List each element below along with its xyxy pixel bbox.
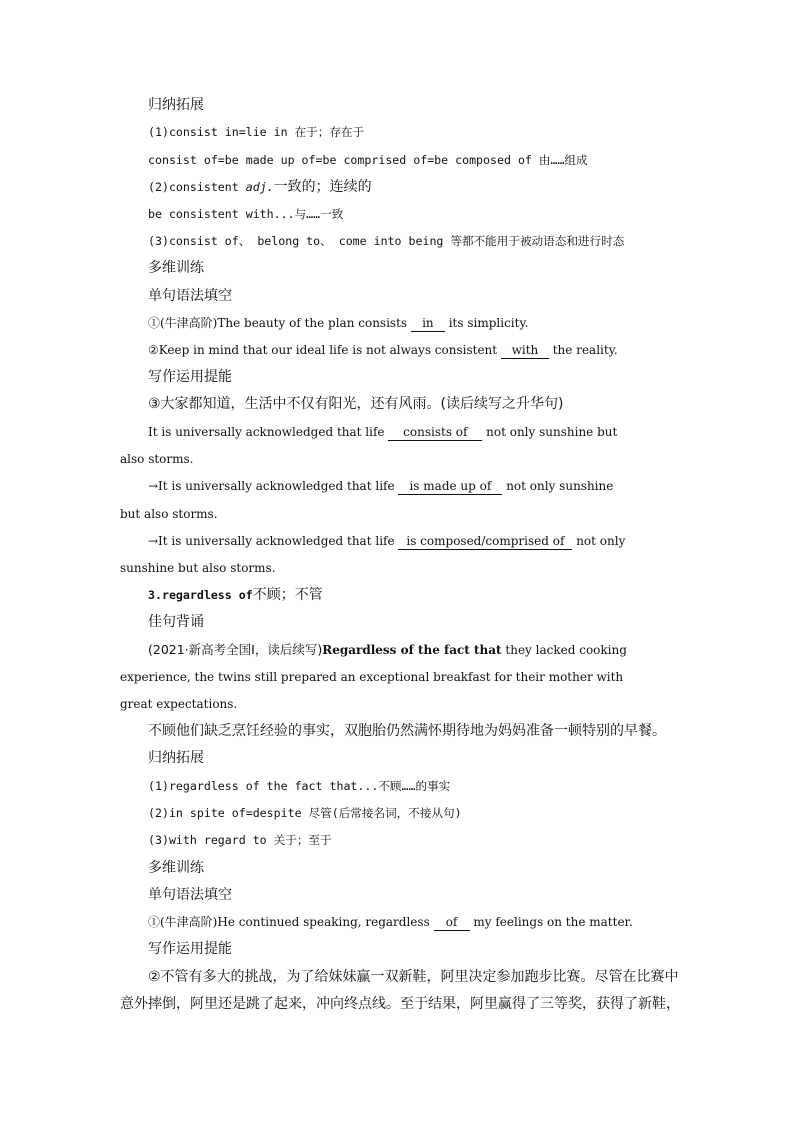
section-heading-grammar-fill: 单句语法填空 (148, 887, 232, 903)
note-line: (2)consistent adj.一致的；连续的 (148, 179, 372, 195)
exercise-prompt: ②不管有多大的挑战，为了给妹妹赢一双新鞋，阿里决定参加跑步比赛。尽管在比赛中 (148, 969, 679, 985)
note-line: (1)consist in=lie in 在于；存在于 (148, 125, 365, 139)
exercise-line: ①(牛津高阶)He continued speaking, regardless of my feelings on the matter. (148, 915, 633, 929)
exercise-line: →It is universally acknowledged that life is composed/comprised of not only (148, 534, 626, 548)
exercise-prompt: 意外摔倒，阿里还是跳了起来，冲向终点线。至于结果，阿里赢得了三等奖，获得了新鞋， (120, 996, 680, 1012)
exercise-line: also storms. (120, 452, 194, 466)
section-heading-recite: 佳句背诵 (148, 614, 204, 630)
section-heading-writing: 写作运用提能 (148, 369, 232, 385)
note-line: consist of=be made up of=be comprised of=be composed of 由……组成 (148, 153, 588, 167)
note-line: be consistent with...与……一致 (148, 207, 344, 221)
exercise-line: ①(牛津高阶)The beauty of the plan consists in its simplicity. (148, 316, 529, 330)
note-line: (3)with regard to 关于；至于 (148, 833, 332, 847)
example-line: (2021·新高考全国Ⅰ，读后续写)Regardless of the fact that they lacked cooking (148, 642, 627, 657)
exercise-line: but also storms. (120, 507, 218, 521)
section-heading-grammar-fill: 单句语法填空 (148, 288, 232, 304)
section-heading-summary: 归纳拓展 (148, 97, 204, 113)
note-line: (2)in spite of=despite 尽管(后常接名词，不接从句) (148, 806, 462, 820)
exercise-line: sunshine but also storms. (120, 561, 276, 575)
exercise-prompt: ③大家都知道，生活中不仅有阳光，还有风雨。(读后续写之升华句) (148, 396, 564, 412)
example-translation: 不顾他们缺乏烹饪经验的事实，双胞胎仍然满怀期待地为妈妈准备一顿特别的早餐。 (148, 723, 666, 739)
answer-blank: with (501, 343, 549, 359)
answer-blank: of (434, 915, 470, 931)
section-heading-practice: 多维训练 (148, 260, 204, 276)
exercise-line: ②Keep in mind that our ideal life is not always consistent with the reality. (148, 343, 618, 357)
example-line: great expectations. (120, 697, 238, 711)
exercise-line: →It is universally acknowledged that life is made up of not only sunshine (148, 479, 614, 493)
answer-blank: in (411, 316, 445, 332)
note-line: (1)regardless of the fact that...不顾……的事实 (148, 779, 451, 793)
answer-blank: is made up of (398, 479, 502, 495)
example-line: experience, the twins still prepared an exceptional breakfast for their mother with (120, 670, 624, 684)
section-heading-summary: 归纳拓展 (148, 750, 204, 766)
item-heading: 3.regardless of不顾；不管 (148, 587, 323, 603)
answer-blank: consists of (388, 425, 482, 441)
section-heading-practice: 多维训练 (148, 860, 204, 876)
exercise-line: It is universally acknowledged that life consists of not only sunshine but (148, 425, 618, 439)
answer-blank: is composed/comprised of (398, 534, 572, 550)
section-heading-writing: 写作运用提能 (148, 941, 232, 957)
note-line: (3)consist of、 belong to、 come into being 等都不能用于被动语态和进行时态 (148, 234, 625, 248)
